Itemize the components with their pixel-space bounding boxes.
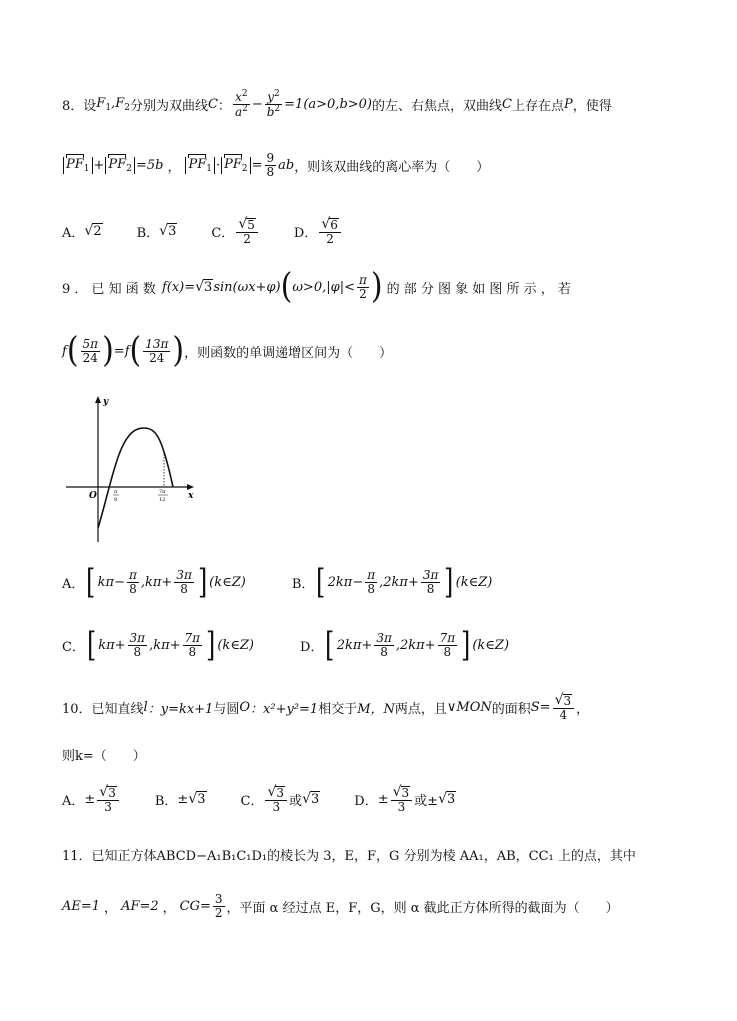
q8-frac-x2a2: $\frac{x^2}{a^2}$ — [234, 89, 248, 119]
q11-line1: 11．已知正方体ABCD−A₁B₁C₁D₁的棱长为 3，E，F，G 分别为棱 AA₁，AB，CC₁ 上的点，其中 — [62, 849, 636, 864]
q9-graph — [62, 392, 202, 552]
q8-option-b[interactable]: B． √ 3 — [136, 223, 177, 241]
q8-option-d[interactable]: D． √ 6 2 — [294, 217, 343, 245]
q9-sine-curve — [98, 428, 173, 528]
q8-text1: 分别为双曲线 — [129, 98, 208, 114]
q8-number: 8．设 — [62, 98, 97, 114]
q9-options-row2 — [62, 625, 543, 665]
q9-option-a[interactable]: A． [ kπ− $\frac{\pi}{8}$ ,kπ+ $\frac{3\pi}{8}$ ] (k∈Z) — [62, 562, 246, 602]
q8-vec-pf1: $PF_1$ — [63, 157, 93, 174]
q8-text3: 上存在点 — [511, 98, 564, 114]
q9-tick2-num: 7π — [159, 489, 166, 495]
q10-number: 10．已知直线 — [62, 701, 144, 717]
q9-number: 9 ． 已 知 函 数 — [62, 281, 156, 297]
q11-cg-frac: $\frac{3}{2}$ — [214, 892, 223, 920]
q8-options — [62, 217, 377, 245]
q9-frac-13pi-24: $\frac{13\pi}{24}$ — [145, 336, 169, 365]
q9-option-c[interactable]: C． [ kπ+ $\frac{3\pi}{8}$ ,kπ+ $\frac{7\pi}{8}$ ] (k∈Z) — [62, 625, 255, 665]
q11-line2: AE=1 ， AF=2 ， CG= $\frac{3}{2}$ ，平面 α 经过点 E，F，G，则 α 截此正方体所得的截面为（ ） — [62, 892, 619, 920]
q9-option-b[interactable]: B． [ 2kπ− $\frac{\pi}{8}$ ,2kπ+ $\frac{3\pi}{8}$ ] (k∈Z) — [291, 562, 493, 602]
q10-option-b[interactable]: B． ± √ 3 — [154, 791, 206, 809]
q10-line1: 10．已知直线 l ：y=kx+1 与圆 O ：x²+y²=1 相交于 M，N 两点，且 ∨MON 的面积 S= √ 3 4 ， — [62, 692, 590, 722]
q8-curve-C: C — [207, 96, 218, 112]
q9-condition: ω>0,|φ|< — [292, 279, 355, 295]
q9-x-label: x — [188, 491, 194, 501]
q9-options-row1 — [62, 562, 526, 602]
q9-tick1-num: π — [114, 489, 118, 495]
q10-option-a[interactable]: A． ± √ 3 3 — [62, 785, 121, 813]
q8-point-P: P — [563, 96, 573, 112]
q10-option-d[interactable]: D． ± √ 3 3 或± √ 3 — [354, 784, 456, 814]
q9-y-label: y — [103, 397, 109, 407]
q8-eqn-tail: =1(a>0,b>0) — [284, 96, 372, 112]
q10-circle-eq: ：x²+y²=1 — [250, 701, 319, 717]
q9-sin: sin(ωx+φ) — [213, 279, 281, 295]
q9-x-arrow — [187, 484, 194, 490]
q8-line2: $PF_1$ + $PF_2$ =5b ， $PF_1$ · $PF_2$ = $\frac{9}{8}$ ab ，则该双曲线的离心率为（ ） — [62, 152, 489, 178]
q10-options — [62, 785, 490, 813]
q8-frac-y2b2: $\frac{y^2}{b^2}$ — [266, 89, 281, 119]
q8-option-a[interactable]: A． √ 2 — [62, 223, 102, 241]
q9-text2: ，则函数的单调递增区间为（ ） — [184, 345, 393, 361]
q9-option-d[interactable]: D． [ 2kπ+ $\frac{3\pi}{8}$ ,2kπ+ $\frac{7\pi}{8}$ ] (k∈Z) — [300, 625, 510, 665]
q8-line1: 8．设 $F_1,F_2$ 分别为双曲线 C ： $\frac{x^2}{a^2}$ − $\frac{y^2}{b^2}$ =1(a>0,b>0) 的左、右焦点，双曲线 C 上存在点 P ，使得 — [62, 89, 612, 119]
q9-origin-label: O — [89, 491, 97, 501]
q8-text4: ，使得 — [572, 98, 612, 114]
q9-tick2-den: 12 — [159, 497, 166, 503]
q8-cond2-tail: ab — [278, 157, 295, 173]
q9-tick1-den: 8 — [114, 497, 118, 503]
q8-foci: $F_1,F_2$ — [96, 95, 130, 113]
q11-cg: CG= — [179, 898, 211, 914]
q9-y-arrow — [95, 396, 101, 403]
q8-frac-9-8: $\frac{9}{8}$ — [266, 151, 275, 179]
q9-function: f(x)= — [161, 279, 196, 295]
q10-triangle: ∨MON — [446, 699, 492, 715]
q8-vec-pf2: $PF_2$ — [105, 157, 135, 174]
q11-tail: ，平面 α 经过点 E，F，G，则 α 截此正方体所得的截面为（ ） — [226, 900, 619, 916]
q9-frac-5pi-24: $\frac{5\pi}{24}$ — [82, 336, 99, 365]
q10-area-frac: √ 3 4 — [553, 693, 575, 721]
q8-cond1: =5b — [135, 157, 164, 173]
q8-text5: ，则该双曲线的离心率为（ ） — [294, 159, 490, 175]
q8-option-c[interactable]: C． √ 5 2 — [211, 217, 260, 245]
q9-text1: 的 部 分 图 象 如 图 所 示 ， 若 — [386, 281, 571, 297]
q11-af: AF=2 — [121, 898, 159, 914]
q10-line2: 则k=（ ） — [62, 749, 146, 764]
q9-line1: 9 ． 已 知 函 数 f(x)= √ 3 sin(ωx+φ) ( ω>0,|φ|< $\frac{\pi}{2}$ ) 的 部 分 图 象 如 图 所 示 ， 若 — [62, 266, 571, 307]
q10-option-c[interactable]: C． √ 3 3 或 √ 3 — [240, 784, 320, 814]
q11-ae: AE=1 — [62, 898, 101, 914]
q8-text2: 的左、右焦点，双曲线 — [372, 98, 503, 114]
q9-line2: f ( $\frac{5\pi}{24}$ ) = f ( $\frac{13\pi}{24}$ ) ，则函数的单调递增区间为（ ） — [62, 330, 393, 371]
q10-line-eq: ：y=kx+1 — [147, 701, 214, 717]
